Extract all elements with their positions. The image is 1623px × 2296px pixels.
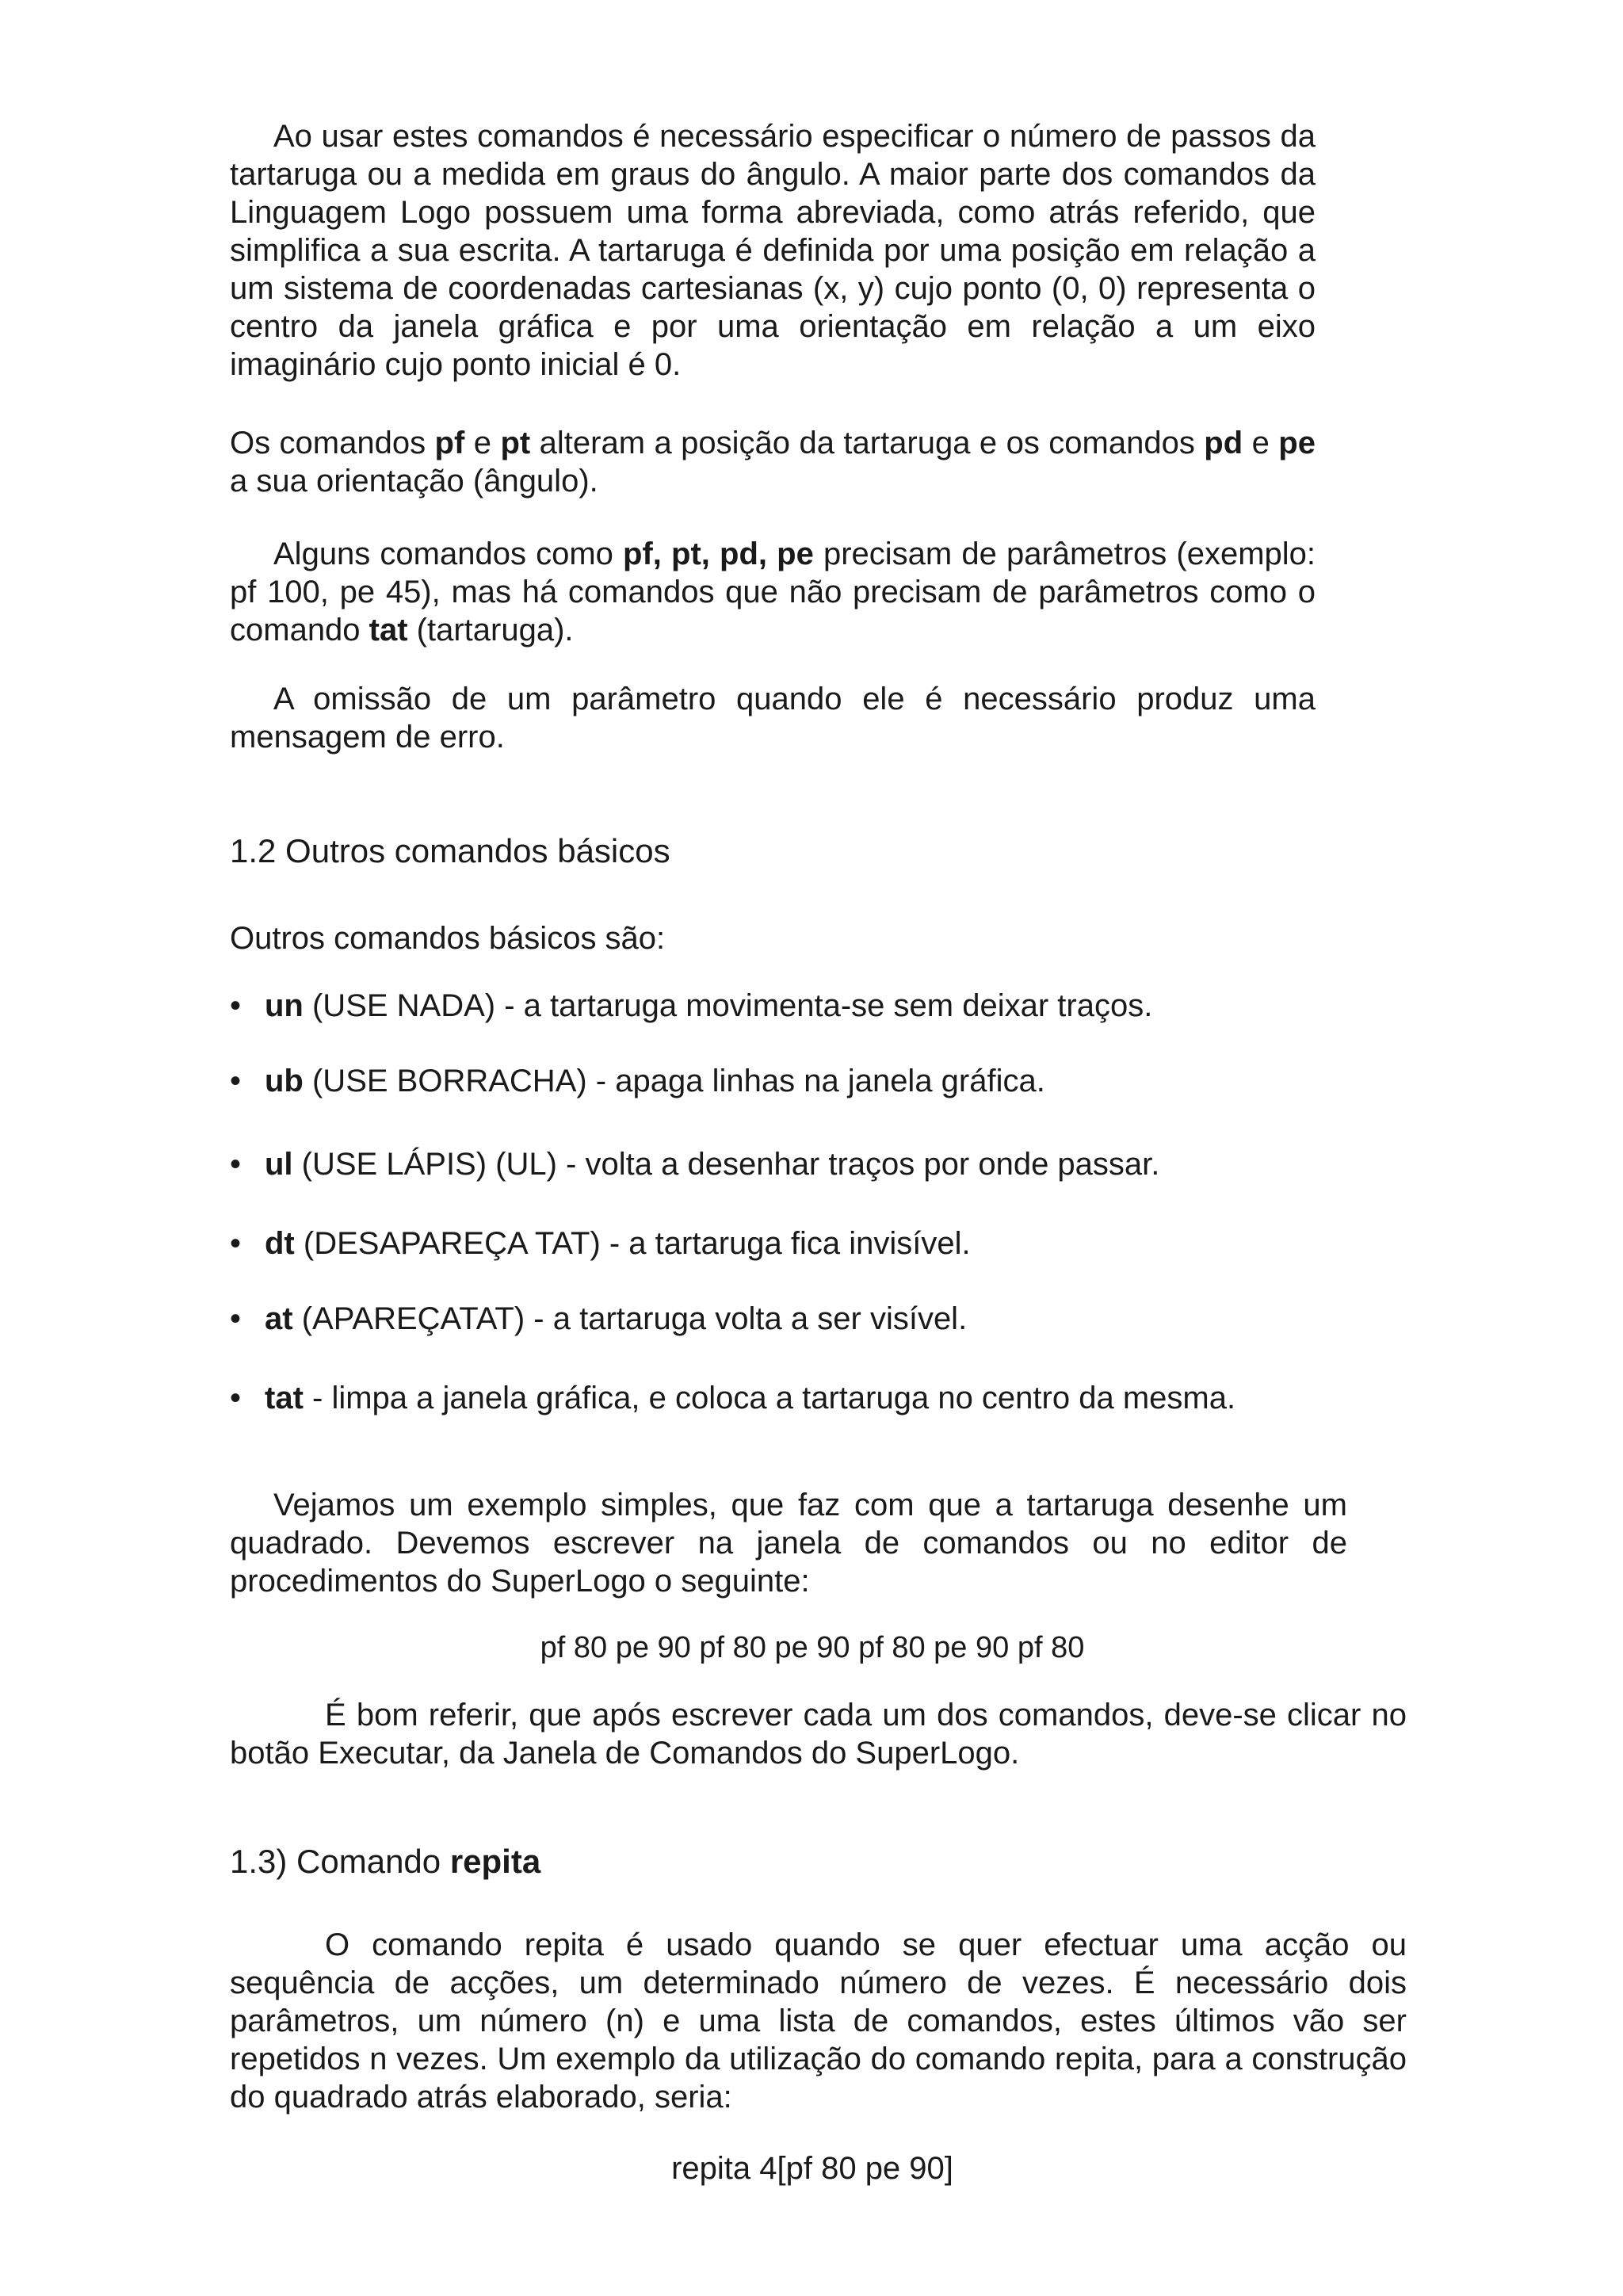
code-square: pf 80 pe 90 pf 80 pe 90 pf 80 pe 90 pf 80 xyxy=(540,1631,1085,1664)
paragraph-execute: É bom referir, que após escrever cada um dos comandos, deve-se clicar no botão Executar, da Janela de Comandos do SuperLogo. xyxy=(230,1698,1407,1771)
command-name: un xyxy=(265,988,304,1023)
command-description: (APAREÇATAT) - a tartaruga volta a ser visível. xyxy=(292,1301,968,1336)
bullet-marker: • xyxy=(230,1147,242,1182)
bullet-marker: • xyxy=(230,1381,242,1415)
command-pf: pf xyxy=(434,426,465,460)
text-run: Alguns comandos como xyxy=(273,537,624,571)
command-list: pf, pt, pd, pe xyxy=(623,537,814,571)
text-run: precisam de parâmetros (exemplo: pf 100, pe 45), mas há comandos que não precisam de parâmetros como o comando xyxy=(230,537,1316,648)
text-run: e xyxy=(1243,426,1279,460)
list-item xyxy=(230,987,1152,1025)
bullet-marker: • xyxy=(230,1064,242,1098)
heading-text: 1.3) Comando xyxy=(230,1843,450,1880)
paragraph-parameters xyxy=(230,535,1316,649)
section-heading-1-3 xyxy=(230,1843,540,1881)
command-name: tat xyxy=(265,1381,304,1415)
command-description: (USE NADA) - a tartaruga movimenta-se sem deixar traços. xyxy=(303,988,1153,1023)
text-run: (tartaruga). xyxy=(407,613,574,648)
command-name: ub xyxy=(265,1064,304,1098)
command-description: (USE LÁPIS) (UL) - volta a desenhar traços por onde passar. xyxy=(292,1147,1160,1182)
command-pe: pe xyxy=(1278,426,1316,460)
paragraph-square-example: Vejamos um exemplo simples, que faz com que a tartaruga desenhe um quadrado. Devemos escrever na janela de comandos ou no editor de procedimentos do SuperLogo o seguinte: xyxy=(230,1488,1347,1599)
bullet-marker: • xyxy=(230,988,242,1023)
bullet-marker: • xyxy=(230,1301,242,1336)
command-name: ul xyxy=(265,1147,293,1182)
command-description: (DESAPAREÇA TAT) - a tartaruga fica invisível. xyxy=(294,1226,971,1261)
list-item xyxy=(230,1300,967,1338)
code-repita: repita 4[pf 80 pe 90] xyxy=(671,2151,953,2186)
paragraph-omission: A omissão de um parâmetro quando ele é necessário produz uma mensagem de erro. xyxy=(230,682,1316,755)
list-item xyxy=(230,1145,1159,1183)
text-run: alteram a posição da tartaruga e os comandos xyxy=(530,426,1205,460)
paragraph-intro: Ao usar estes comandos é necessário especificar o número de passos da tartaruga ou a medida em graus do ângulo. A maior parte dos comandos da Linguagem Logo possuem uma forma abreviada, como atrás referido, que simplifica a sua escrita. A tartaruga é definida por uma posição em relação a um sistema de coordenadas cartesianas (x, y) cujo ponto (0, 0) representa o centro da janela gráfica e por uma orientação em relação a um eixo imaginário cujo ponto inicial é 0. xyxy=(230,119,1316,382)
list-item xyxy=(230,1062,1045,1100)
command-pt: pt xyxy=(500,426,531,460)
command-description: - limpa a janela gráfica, e coloca a tartaruga no centro da mesma. xyxy=(303,1381,1236,1415)
command-description: (USE BORRACHA) - apaga linhas na janela gráfica. xyxy=(303,1064,1045,1098)
command-pd: pd xyxy=(1204,426,1243,460)
text-run: e xyxy=(464,426,501,460)
paragraph-repita: O comando repita é usado quando se quer efectuar uma acção ou sequência de acções, um determinado número de vezes. É necessário dois parâmetros, um número (n) e uma lista de comandos, estes últimos vão ser repetidos n vezes. Um exemplo da utilização do comando repita, para a construção do quadrado atrás elaborado, seria: xyxy=(230,1927,1407,2115)
text-run: a sua orientação (ângulo). xyxy=(230,464,598,499)
text-run: Os comandos xyxy=(230,426,435,460)
command-name: at xyxy=(265,1301,293,1336)
list-item xyxy=(230,1379,1235,1417)
heading-command: repita xyxy=(449,1843,541,1880)
paragraph-other-commands: Outros comandos básicos são: xyxy=(230,921,666,956)
command-tat: tat xyxy=(369,613,408,648)
section-heading-1-2: 1.2 Outros comandos básicos xyxy=(230,832,670,869)
paragraph-position-commands xyxy=(230,424,1316,500)
command-name: dt xyxy=(265,1226,295,1261)
list-item xyxy=(230,1224,971,1263)
bullet-marker: • xyxy=(230,1226,242,1261)
